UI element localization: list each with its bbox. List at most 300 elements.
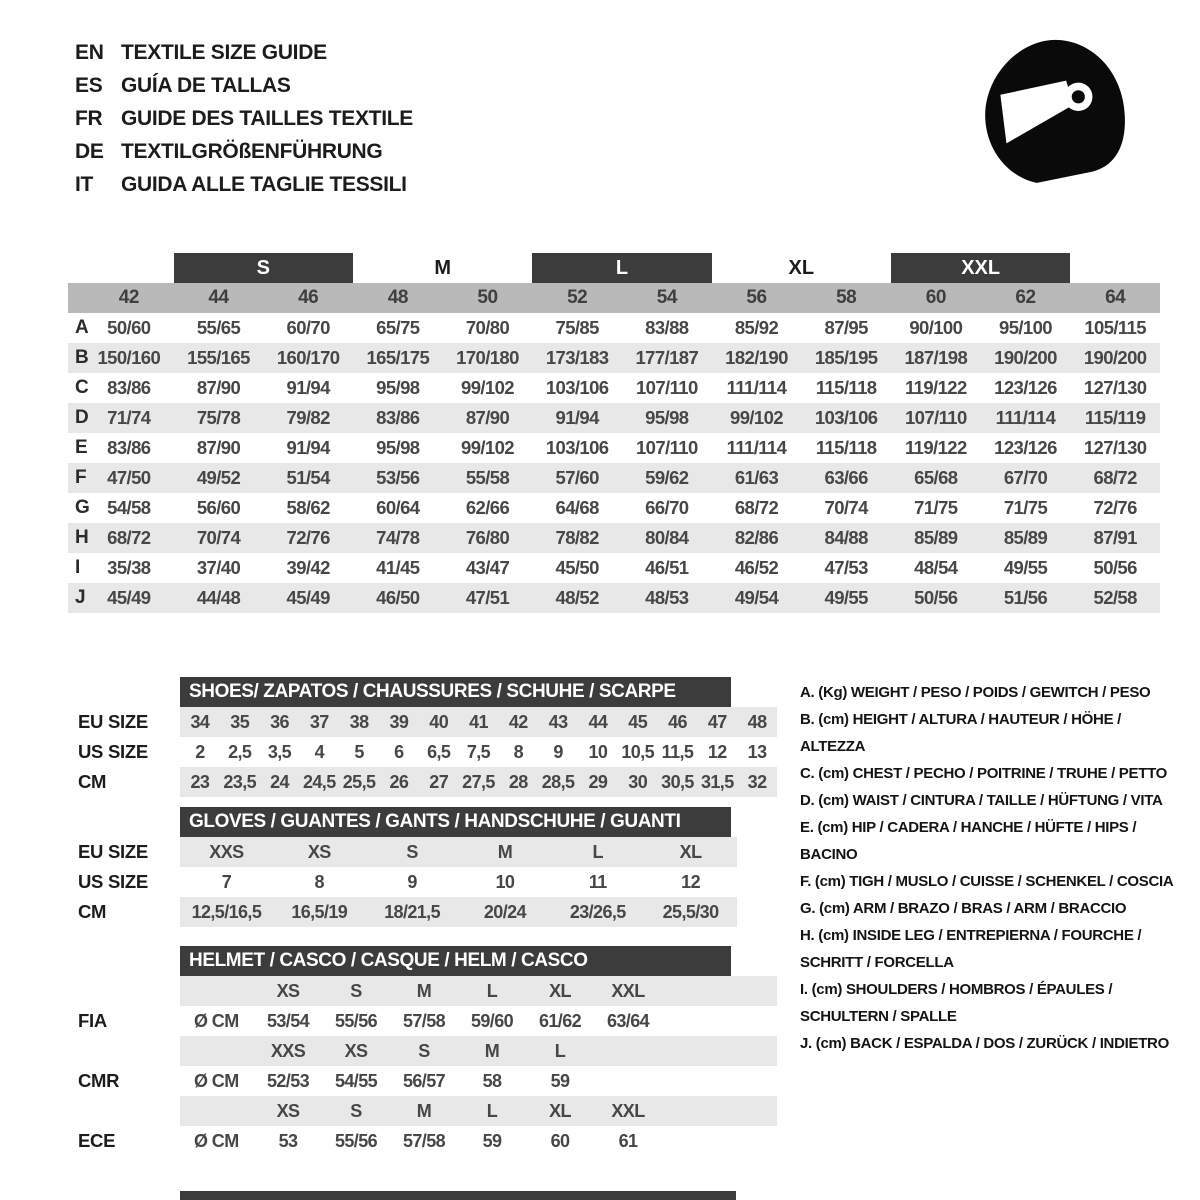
gloves-table-header: GLOVES / GUANTES / GANTS / HANDSCHUHE / GUANTI: [180, 807, 731, 837]
legend-item: B. (cm) HEIGHT / ALTURA / HAUTEUR / HÖHE / ALTEZZA: [800, 711, 1122, 755]
helmet-table-header: HELMET / CASCO / CASQUE / HELM / CASCO: [180, 946, 731, 976]
helmet-size: L: [554, 1040, 566, 1061]
measurement-cell: 170/180: [456, 347, 519, 368]
measurement-cell: 83/88: [645, 317, 689, 338]
numeric-size: 48: [387, 287, 408, 308]
size-cell: 38: [349, 711, 369, 732]
shoes-table-body: [78, 707, 777, 797]
measurement-cell: 46/51: [645, 557, 689, 578]
measurement-cell: 63/66: [824, 467, 868, 488]
size-cell: M: [497, 841, 513, 862]
helmet-value: 54/55: [334, 1070, 378, 1091]
measurement-cell: 46/50: [376, 587, 420, 608]
measurement-cell: 55/58: [465, 467, 510, 488]
size-cell: 2,5: [228, 741, 252, 762]
helmet-table-body: [78, 976, 777, 1156]
measurement-cell: 72/76: [1093, 497, 1137, 518]
divider: [78, 927, 777, 946]
measurement-cell: 90/100: [909, 317, 963, 338]
size-cell: 13: [747, 741, 767, 762]
measurement-cell: 49/52: [196, 467, 241, 488]
helmet-size: XXL: [611, 980, 645, 1001]
helmet-value: 55/56: [334, 1130, 378, 1151]
helmet-value-band: [180, 1006, 777, 1036]
measurement-cell: 48/53: [645, 587, 689, 608]
helmet-size: XXL: [611, 1100, 645, 1121]
measurement-cell: 107/110: [904, 407, 967, 428]
row-letter: D: [75, 407, 89, 428]
measurement-cell: 60/70: [286, 317, 330, 338]
numeric-size: 46: [298, 287, 319, 308]
helmet-size: S: [350, 980, 362, 1001]
helmet-values-row: [78, 1126, 777, 1156]
row-label: US SIZE: [78, 741, 148, 762]
size-cell: 10: [495, 871, 515, 892]
size-cell: 36: [270, 711, 289, 732]
measurement-cell: 85/92: [734, 317, 779, 338]
measurement-cell: 47/50: [107, 467, 151, 488]
measurement-cell: 105/115: [1084, 317, 1146, 338]
measurement-cell: 72/76: [286, 527, 330, 548]
size-cell: 44: [588, 711, 608, 732]
helmet-value-band: [180, 1066, 777, 1096]
helmet-size-band: [180, 976, 777, 1006]
measurement-cell: 45/49: [286, 587, 330, 608]
measurement-cell: 61/63: [734, 467, 779, 488]
measurement-cell: 49/55: [1003, 557, 1048, 578]
measurement-cell: 87/90: [196, 437, 241, 458]
measurement-cell: 50/56: [1093, 557, 1137, 578]
measurement-cell: 59/62: [645, 467, 689, 488]
measurement-cell: 111/114: [726, 377, 787, 398]
guide-title: TEXTILE SIZE GUIDE: [121, 40, 327, 64]
size-cell: XS: [307, 841, 331, 862]
measurement-cell: 75/78: [196, 407, 241, 428]
measurement-cell: 70/80: [465, 317, 510, 338]
language-code: FR: [75, 106, 103, 130]
measurement-cell: 45/49: [107, 587, 151, 608]
measurement-cell: 185/195: [814, 347, 878, 368]
helmet-size: XL: [549, 1100, 571, 1121]
size-row: [78, 707, 777, 737]
size-cell: 8: [513, 741, 523, 762]
numeric-size-row: [68, 283, 1160, 313]
size-cell: 28,5: [541, 771, 575, 792]
row-letter: C: [75, 377, 89, 398]
measurement-cell: 47/53: [824, 557, 868, 578]
size-cell: L: [592, 841, 603, 862]
measurement-cell: 85/89: [914, 527, 958, 548]
size-cell: 23: [190, 771, 210, 792]
language-row: [75, 36, 413, 69]
legend-item: F. (cm) TIGH / MUSLO / CUISSE / SCHENKEL / COSCIA: [800, 873, 1174, 890]
measurement-cell: 115/118: [815, 377, 877, 398]
measurement-cell: 79/82: [286, 407, 330, 428]
guide-title: GUIDA ALLE TAGLIE TESSILI: [121, 172, 407, 196]
size-cell: 8: [314, 871, 324, 892]
measurement-cell: 68/72: [107, 527, 151, 548]
spacer: [78, 677, 180, 707]
spacer: [78, 1036, 180, 1066]
measurement-cell: 60/64: [376, 497, 420, 518]
measurement-cell: 127/130: [1083, 437, 1147, 458]
size-cell: 25,5/30: [662, 901, 719, 922]
size-row: [78, 737, 777, 767]
measurement-cell: 51/56: [1003, 587, 1048, 608]
measurement-cell: 49/55: [824, 587, 868, 608]
helmet-sizes-row: [78, 1096, 777, 1126]
measurement-cell: 99/102: [730, 407, 783, 428]
size-row: [78, 867, 777, 897]
helmet-sizes-row: [78, 976, 777, 1006]
numeric-size: 44: [208, 287, 229, 308]
size-band: [180, 867, 737, 897]
size-cell: 27: [429, 771, 449, 792]
size-cell: XL: [679, 841, 702, 862]
measurement-cell: 71/75: [1003, 497, 1048, 518]
measurement-cell: 50/56: [914, 587, 958, 608]
helmet-size: L: [486, 980, 498, 1001]
measurement-cell: 57/60: [555, 467, 599, 488]
helmet-size: XL: [549, 980, 571, 1001]
measurement-cell: 76/80: [465, 527, 510, 548]
size-cell: 43: [548, 711, 568, 732]
helmet-value: 53: [278, 1130, 298, 1151]
size-cell: 10,5: [621, 741, 655, 762]
size-cell: 20/24: [483, 901, 526, 922]
measurement-cell: 87/91: [1093, 527, 1137, 548]
measurement-cell: 43/47: [465, 557, 510, 578]
measurement-cell: 37/40: [196, 557, 241, 578]
language-title-list: [75, 36, 413, 201]
measurement-cell: 150/160: [97, 347, 161, 368]
row-letter: J: [75, 587, 86, 608]
size-cell: 12,5/16,5: [191, 901, 262, 922]
language-row: [75, 69, 413, 102]
measurement-cell: 68/72: [1093, 467, 1137, 488]
language-code: IT: [75, 172, 94, 196]
shoes-table-header: SHOES/ ZAPATOS / CHAUSSURES / SCHUHE / SCARPE: [180, 677, 731, 707]
measurement-cell: 155/165: [187, 347, 250, 368]
size-cell: 12: [707, 741, 727, 762]
diameter-unit: Ø CM: [194, 1130, 239, 1151]
legend-item: C. (cm) CHEST / PECHO / POITRINE / TRUHE / PETTO: [800, 765, 1168, 782]
measurement-cell: 182/190: [725, 347, 788, 368]
helmet-value: 55/56: [334, 1010, 378, 1031]
textile-size-table: [68, 253, 1160, 613]
size-cell: 29: [588, 771, 608, 792]
size-band: [180, 837, 737, 867]
measurement-cell: 190/200: [994, 347, 1057, 368]
measurement-row: [68, 553, 1160, 583]
language-row: [75, 168, 413, 201]
row-label: EU SIZE: [78, 711, 148, 732]
language-code: ES: [75, 73, 103, 97]
size-table-body: [68, 313, 1160, 613]
diameter-unit: Ø CM: [194, 1010, 239, 1031]
size-cell: 40: [429, 711, 449, 732]
numeric-size: 62: [1015, 287, 1036, 308]
legend-item: E. (cm) HIP / CADERA / HANCHE / HÜFTE / HIPS / BACINO: [800, 819, 1137, 863]
language-row: [75, 102, 413, 135]
measurement-cell: 123/126: [994, 377, 1057, 398]
measurement-cell: 71/75: [914, 497, 958, 518]
helmet-value: 53/54: [266, 1010, 310, 1031]
measurement-cell: 91/94: [286, 377, 330, 398]
guide-title: TEXTILGRÖßENFÜHRUNG: [121, 139, 383, 163]
size-cell: 45: [628, 711, 648, 732]
measurement-row: [68, 313, 1160, 343]
measurement-cell: 87/90: [196, 377, 241, 398]
size-cell: 9: [407, 871, 417, 892]
row-label: CM: [78, 771, 107, 792]
spacer: [180, 1036, 254, 1066]
row-letter: A: [75, 317, 89, 338]
size-cell: 18/21,5: [384, 901, 440, 922]
numeric-size: 56: [746, 287, 767, 308]
measurement-row: [68, 403, 1160, 433]
measurement-cell: 78/82: [555, 527, 599, 548]
guide-title: GUÍA DE TALLAS: [121, 73, 291, 97]
numeric-size: 42: [118, 287, 139, 308]
measurement-cell: 119/122: [904, 377, 967, 398]
legend-item: J. (cm) BACK / ESPALDA / DOS / ZURÜCK / INDIETRO: [800, 1035, 1169, 1052]
standard-label-fia: FIA: [78, 1010, 107, 1031]
measurement-cell: 80/84: [645, 527, 689, 548]
helmet-value: 56/57: [402, 1070, 446, 1091]
measurement-cell: 46/52: [734, 557, 779, 578]
size-cell: 30,5: [661, 771, 694, 792]
helmet-size-band: [180, 1036, 777, 1066]
measurement-cell: 103/106: [545, 377, 609, 398]
measurement-cell: 68/72: [734, 497, 779, 518]
size-cell: 12: [681, 871, 700, 892]
measurement-cell: 173/183: [545, 347, 609, 368]
measurement-cell: 52/58: [1093, 587, 1137, 608]
measurement-cell: 84/88: [824, 527, 868, 548]
size-cell: 11,5: [661, 741, 694, 762]
measurement-cell: 53/56: [376, 467, 420, 488]
measurement-cell: 111/114: [995, 407, 1056, 428]
size-cell: 48: [747, 711, 767, 732]
size-cell: 30: [628, 771, 648, 792]
footwear-accessory-tables: [78, 677, 777, 1156]
size-cell: S: [406, 841, 418, 862]
measurement-cell: 48/54: [914, 557, 958, 578]
measurement-cell: 190/200: [1083, 347, 1147, 368]
helmet-size: XS: [276, 980, 300, 1001]
size-group-m: M: [434, 256, 451, 279]
size-cell: 4: [314, 741, 324, 762]
measurement-cell: 91/94: [286, 437, 330, 458]
size-group-xl: XL: [788, 256, 815, 279]
measurement-cell: 58/62: [286, 497, 330, 518]
size-cell: 11: [588, 871, 607, 892]
helmet-size: XS: [344, 1040, 368, 1061]
helmet-sizes-row: [78, 1036, 777, 1066]
numeric-size: 54: [656, 287, 677, 308]
size-cell: 23,5: [223, 771, 257, 792]
measurement-cell: 87/90: [465, 407, 510, 428]
helmet-value: 63/64: [606, 1010, 650, 1031]
measurement-cell: 177/187: [635, 347, 699, 368]
measurement-cell: 64/68: [555, 497, 599, 518]
legend-item: I. (cm) SHOULDERS / HOMBROS / ÉPAULES / SCHULTERN / SPALLE: [800, 981, 1113, 1025]
numeric-row-spacer: [68, 283, 84, 313]
measurement-cell: 83/86: [107, 377, 151, 398]
measurement-cell: 123/126: [994, 437, 1057, 458]
size-cell: 26: [389, 771, 409, 792]
size-band: [180, 767, 777, 797]
helmet-value: 61/62: [538, 1010, 582, 1031]
size-cell: 28: [508, 771, 528, 792]
helmet-size: S: [418, 1040, 430, 1061]
standard-label-cmr: CMR: [78, 1070, 120, 1091]
measurement-cell: 45/50: [555, 557, 599, 578]
measurement-cell: 160/170: [276, 347, 340, 368]
measurement-cell: 83/86: [107, 437, 151, 458]
legend-item: A. (Kg) WEIGHT / PESO / POIDS / GEWITCH / PESO: [800, 684, 1151, 701]
racing-helmet-icon: [972, 30, 1134, 198]
size-band: [180, 707, 777, 737]
size-group-row: [68, 253, 1160, 283]
helmet-value: 60: [550, 1130, 570, 1151]
helmet-value: 59: [482, 1130, 502, 1151]
row-letter: F: [75, 467, 87, 488]
measurement-cell: 39/42: [286, 557, 330, 578]
row-letter: I: [75, 557, 81, 578]
size-cell: 42: [508, 711, 528, 732]
measurement-cell: 49/54: [734, 587, 779, 608]
row-letter: B: [75, 347, 89, 368]
helmet-size: M: [484, 1040, 500, 1061]
numeric-size: 60: [925, 287, 946, 308]
measurement-cell: 54/58: [107, 497, 151, 518]
spacer: [78, 976, 180, 1006]
size-cell: 7,5: [466, 741, 491, 762]
size-cell: 41: [469, 711, 488, 732]
helmet-size: L: [486, 1100, 498, 1121]
measurement-cell: 83/86: [376, 407, 420, 428]
size-cell: 3,5: [267, 741, 292, 762]
helmet-values-row: [78, 1066, 777, 1096]
size-cell: 39: [389, 711, 409, 732]
spacer: [78, 1096, 180, 1126]
helmet-size: M: [416, 980, 432, 1001]
measurement-cell: 103/106: [814, 407, 878, 428]
size-cell: 32: [747, 771, 767, 792]
measurement-cell: 66/70: [645, 497, 689, 518]
measurement-cell: 107/110: [635, 377, 698, 398]
shoes-header-row: [78, 677, 777, 707]
helmet-size: XXS: [270, 1040, 306, 1061]
measurement-cell: 99/102: [461, 377, 514, 398]
next-section-bar-partial: [180, 1191, 736, 1200]
size-row: [78, 767, 777, 797]
measurement-cell: 103/106: [545, 437, 609, 458]
measurement-cell: 87/95: [824, 317, 868, 338]
numeric-size: 50: [477, 287, 498, 308]
measurement-row: [68, 433, 1160, 463]
size-cell: 35: [230, 711, 250, 732]
measurement-cell: 95/100: [999, 317, 1052, 338]
row-label: EU SIZE: [78, 841, 148, 862]
size-cell: 27,5: [462, 771, 495, 792]
helmet-size-band: [180, 1096, 777, 1126]
size-group-xxl: XXL: [891, 253, 1070, 283]
measurement-cell: 67/70: [1003, 467, 1048, 488]
size-band: [180, 737, 777, 767]
spacer: [78, 807, 180, 837]
guide-title: GUIDE DES TAILLES TEXTILE: [121, 106, 413, 130]
measurement-cell: 35/38: [107, 557, 151, 578]
measurement-cell: 74/78: [376, 527, 420, 548]
measurement-cell: 95/98: [376, 437, 420, 458]
spacer: [78, 946, 180, 976]
divider: [78, 797, 777, 807]
size-group-spacer: [68, 253, 174, 283]
size-cell: 6,5: [427, 741, 451, 762]
measurement-cell: 65/75: [376, 317, 420, 338]
legend-item: G. (cm) ARM / BRAZO / BRAS / ARM / BRACCIO: [800, 900, 1127, 917]
size-row: [78, 897, 777, 927]
measurement-cell: 115/119: [1084, 407, 1146, 428]
measurement-cell: 95/98: [645, 407, 689, 428]
helmet-value: 59/60: [470, 1010, 514, 1031]
measurement-cell: 55/65: [196, 317, 241, 338]
measurement-cell: 51/54: [286, 467, 330, 488]
size-cell: 7: [221, 871, 232, 892]
measurement-cell: 75/85: [555, 317, 599, 338]
helmet-size: S: [350, 1100, 362, 1121]
helmet-value: 57/58: [402, 1130, 446, 1151]
helmet-header-row: [78, 946, 777, 976]
size-cell: 47: [707, 711, 727, 732]
size-cell: 5: [354, 741, 364, 762]
measurement-row: [68, 463, 1160, 493]
size-cell: 9: [553, 741, 563, 762]
measurement-cell: 70/74: [196, 527, 241, 548]
size-group-l: L: [532, 253, 711, 283]
measurement-cell: 85/89: [1003, 527, 1048, 548]
measurement-cell: 41/45: [376, 557, 420, 578]
size-row: [78, 837, 777, 867]
size-cell: 31,5: [700, 771, 734, 792]
size-cell: 37: [309, 711, 329, 732]
measurement-cell: 115/118: [815, 437, 877, 458]
size-cell: 25,5: [342, 771, 376, 792]
helmet-size: M: [416, 1100, 432, 1121]
measurement-cell: 91/94: [555, 407, 599, 428]
gloves-table-body: [78, 837, 777, 927]
measurement-cell: 56/60: [196, 497, 241, 518]
measurement-cell: 111/114: [726, 437, 787, 458]
numeric-size: 58: [836, 287, 857, 308]
row-label: CM: [78, 901, 107, 922]
language-code: EN: [75, 40, 104, 64]
standard-label-ece: ECE: [78, 1130, 116, 1151]
size-cell: 46: [668, 711, 687, 732]
measurement-row: [68, 373, 1160, 403]
helmet-size: XS: [276, 1100, 300, 1121]
measurement-cell: 187/198: [904, 347, 968, 368]
helmet-value: 57/58: [402, 1010, 446, 1031]
spacer: [180, 976, 254, 1006]
helmet-value: 61: [618, 1130, 638, 1151]
helmet-values-row: [78, 1006, 777, 1036]
measurement-cell: 65/68: [914, 467, 958, 488]
numeric-size: 52: [567, 287, 588, 308]
